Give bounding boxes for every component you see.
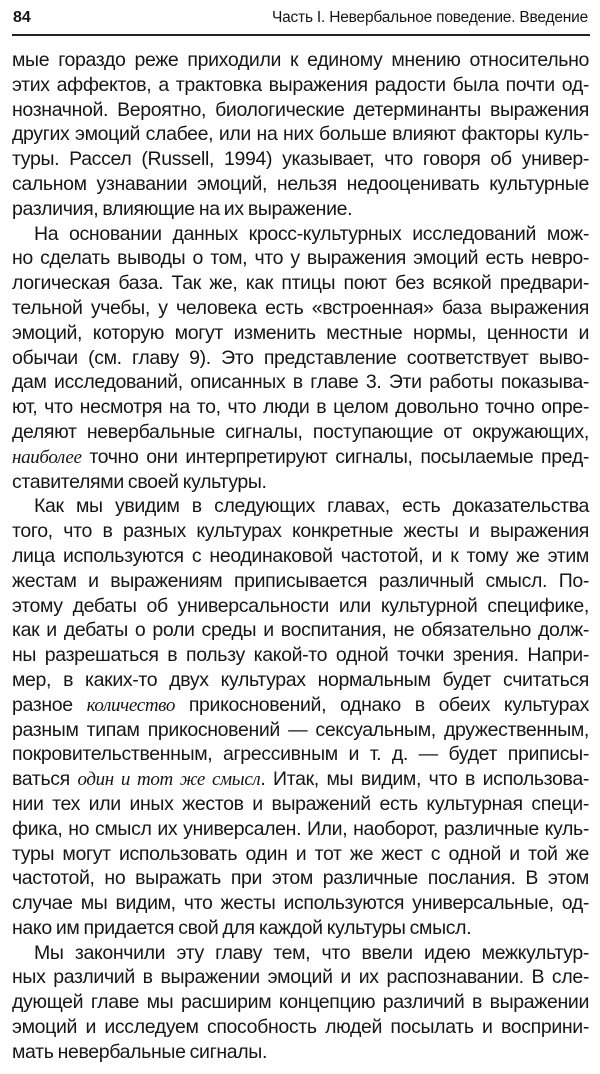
paragraph (12, 48, 589, 222)
emphasized-text: наиболее (12, 446, 82, 468)
text-line (12, 321, 589, 346)
text-line (12, 271, 589, 296)
emphasized-text: количество (86, 694, 175, 716)
text-segment: того, что в разных культурах конкретные жесты и выражения (12, 520, 589, 543)
text-segment: лица используются с неодинаковой частотой, и к тому же этим (12, 544, 589, 567)
text-line (12, 941, 589, 966)
text-line (12, 842, 589, 867)
text-segment: нозначной. Вероятно, биологические детерминанты выражения (12, 98, 589, 121)
text-segment: покровительственным, агрессивным и т. д. — будет приписы- (12, 743, 589, 766)
text-line (12, 1040, 589, 1065)
paragraph (12, 222, 589, 495)
text-segment: деляют невербальные сигналы, поступающие от окружающих, (12, 420, 589, 443)
text-segment: дам исследований, описанных в главе 3. Эти работы показыва- (12, 371, 589, 394)
text-line (12, 470, 589, 495)
text-segment: жестам и выражениям приписывается различный смысл. По- (12, 569, 589, 592)
text-line (12, 494, 589, 519)
text-segment: ваться (12, 768, 78, 791)
text-segment: эмоций и исследуем способность людей посылать и восприни- (12, 1016, 589, 1039)
running-header (13, 6, 588, 30)
text-segment: других эмоций слабее, или на них больше влияют факторы куль- (12, 123, 589, 146)
text-segment: разным типам прикосновений — сексуальным, дружественным, (12, 718, 589, 741)
text-line (12, 643, 589, 668)
text-line (12, 544, 589, 569)
text-segment: нако им придается свой для каждой культуры смысл. (12, 916, 472, 939)
text-segment: этих аффектов, а трактовка выражения радости была почти од- (12, 73, 589, 96)
text-line (12, 296, 589, 321)
text-segment: ных различий в выражении эмоций и их распознавании. В сле- (12, 966, 589, 989)
text-segment: но сделать выводы о том, что у выражения эмоций есть невро- (12, 247, 589, 270)
text-segment: ют, что несмотря на то, что люди в целом довольно точно опре- (12, 396, 589, 419)
text-segment: частотой, но выражать при этом различные послания. В этом (12, 867, 589, 890)
text-line (12, 98, 589, 123)
text-line (12, 594, 589, 619)
text-segment: тельной учебы, у человека есть «встроенная» база выражения (12, 296, 589, 319)
text-line (12, 569, 589, 594)
text-line (12, 147, 589, 172)
text-segment: случае мы видим, что жесты используются универсальные, од- (12, 892, 589, 915)
text-segment: прикосновений, однако в обеих культурах (174, 693, 589, 716)
text-line (12, 420, 589, 445)
text-line (12, 990, 589, 1015)
text-line (12, 767, 589, 792)
text-segment: Мы закончили эту главу тем, что ввели идею межкультур- (34, 941, 589, 964)
text-segment: туры могут использовать один и тот же жест с одной и той же (12, 842, 589, 865)
body-text (12, 48, 589, 1065)
text-line (12, 1015, 589, 1040)
text-line (12, 792, 589, 817)
emphasized-text: один и тот же смысл (77, 769, 261, 791)
text-line (12, 693, 589, 718)
page-number: 84 (13, 9, 31, 26)
text-line (12, 246, 589, 271)
text-line (12, 172, 589, 197)
text-line (12, 346, 589, 371)
text-line (12, 718, 589, 743)
running-title: Часть I. Невербальное поведение. Введение (271, 9, 588, 26)
text-segment: этому дебаты об универсальности или культурной специфике, (12, 594, 589, 617)
text-segment: ны разрешаться в пользу какой-то одной точки зрения. Напри- (12, 644, 589, 667)
text-segment: эмоций, которую могут изменить местные нормы, ценности и (12, 321, 589, 344)
text-line (12, 519, 589, 544)
text-segment: мер, в каких-то двух культурах нормальным будет считаться (12, 668, 589, 691)
text-segment: точно они интерпретируют сигналы, посылаемые пред- (81, 445, 589, 468)
text-line (12, 222, 589, 247)
text-segment: нии тех или иных жестов и выражений есть культурная специ- (12, 792, 589, 815)
text-line (12, 817, 589, 842)
text-segment: На основании данных кросс-культурных исследований мож- (34, 222, 589, 245)
text-segment: ставителями своей культуры. (12, 470, 267, 493)
paragraph (12, 941, 589, 1065)
text-line (12, 618, 589, 643)
text-segment: разное (12, 693, 87, 716)
text-segment: . Итак, мы видим, что в использова- (260, 768, 589, 791)
text-line (12, 965, 589, 990)
text-line (12, 395, 589, 420)
text-segment: туры. Рассел (Russell, 1994) указывает, что говоря об универ- (12, 148, 589, 171)
text-line (12, 73, 589, 98)
text-line (12, 742, 589, 767)
text-line (12, 197, 589, 222)
text-segment: обычаи (см. главу 9). Это представление соответствует выво- (12, 346, 589, 369)
text-segment: мать невербальные сигналы. (12, 1040, 268, 1063)
text-line (12, 916, 589, 941)
text-line (12, 891, 589, 916)
text-line (12, 445, 589, 470)
text-line (12, 866, 589, 891)
text-line (12, 122, 589, 147)
text-segment: Как мы увидим в следующих главах, есть доказательства (34, 495, 589, 518)
text-line (12, 370, 589, 395)
text-segment: мые гораздо реже приходили к единому мнению относительно (12, 49, 589, 71)
paragraph (12, 494, 589, 940)
text-segment: различия, влияющие на их выражение. (12, 197, 353, 220)
text-line (12, 48, 589, 73)
text-segment: сальном узнавании эмоций, нельзя недооценивать культурные (12, 172, 589, 195)
text-line (12, 668, 589, 693)
text-segment: как и дебаты о роли среды и воспитания, не обязательно долж- (12, 619, 589, 642)
header-rule (12, 34, 590, 36)
text-segment: дующей главе мы расширим концепцию различий в выражении (12, 991, 589, 1014)
text-segment: фика, но смысл их универсален. Или, наоборот, различные куль- (12, 817, 589, 840)
text-segment: логическая база. Так же, как птицы поют без всякой предвари- (12, 272, 589, 295)
